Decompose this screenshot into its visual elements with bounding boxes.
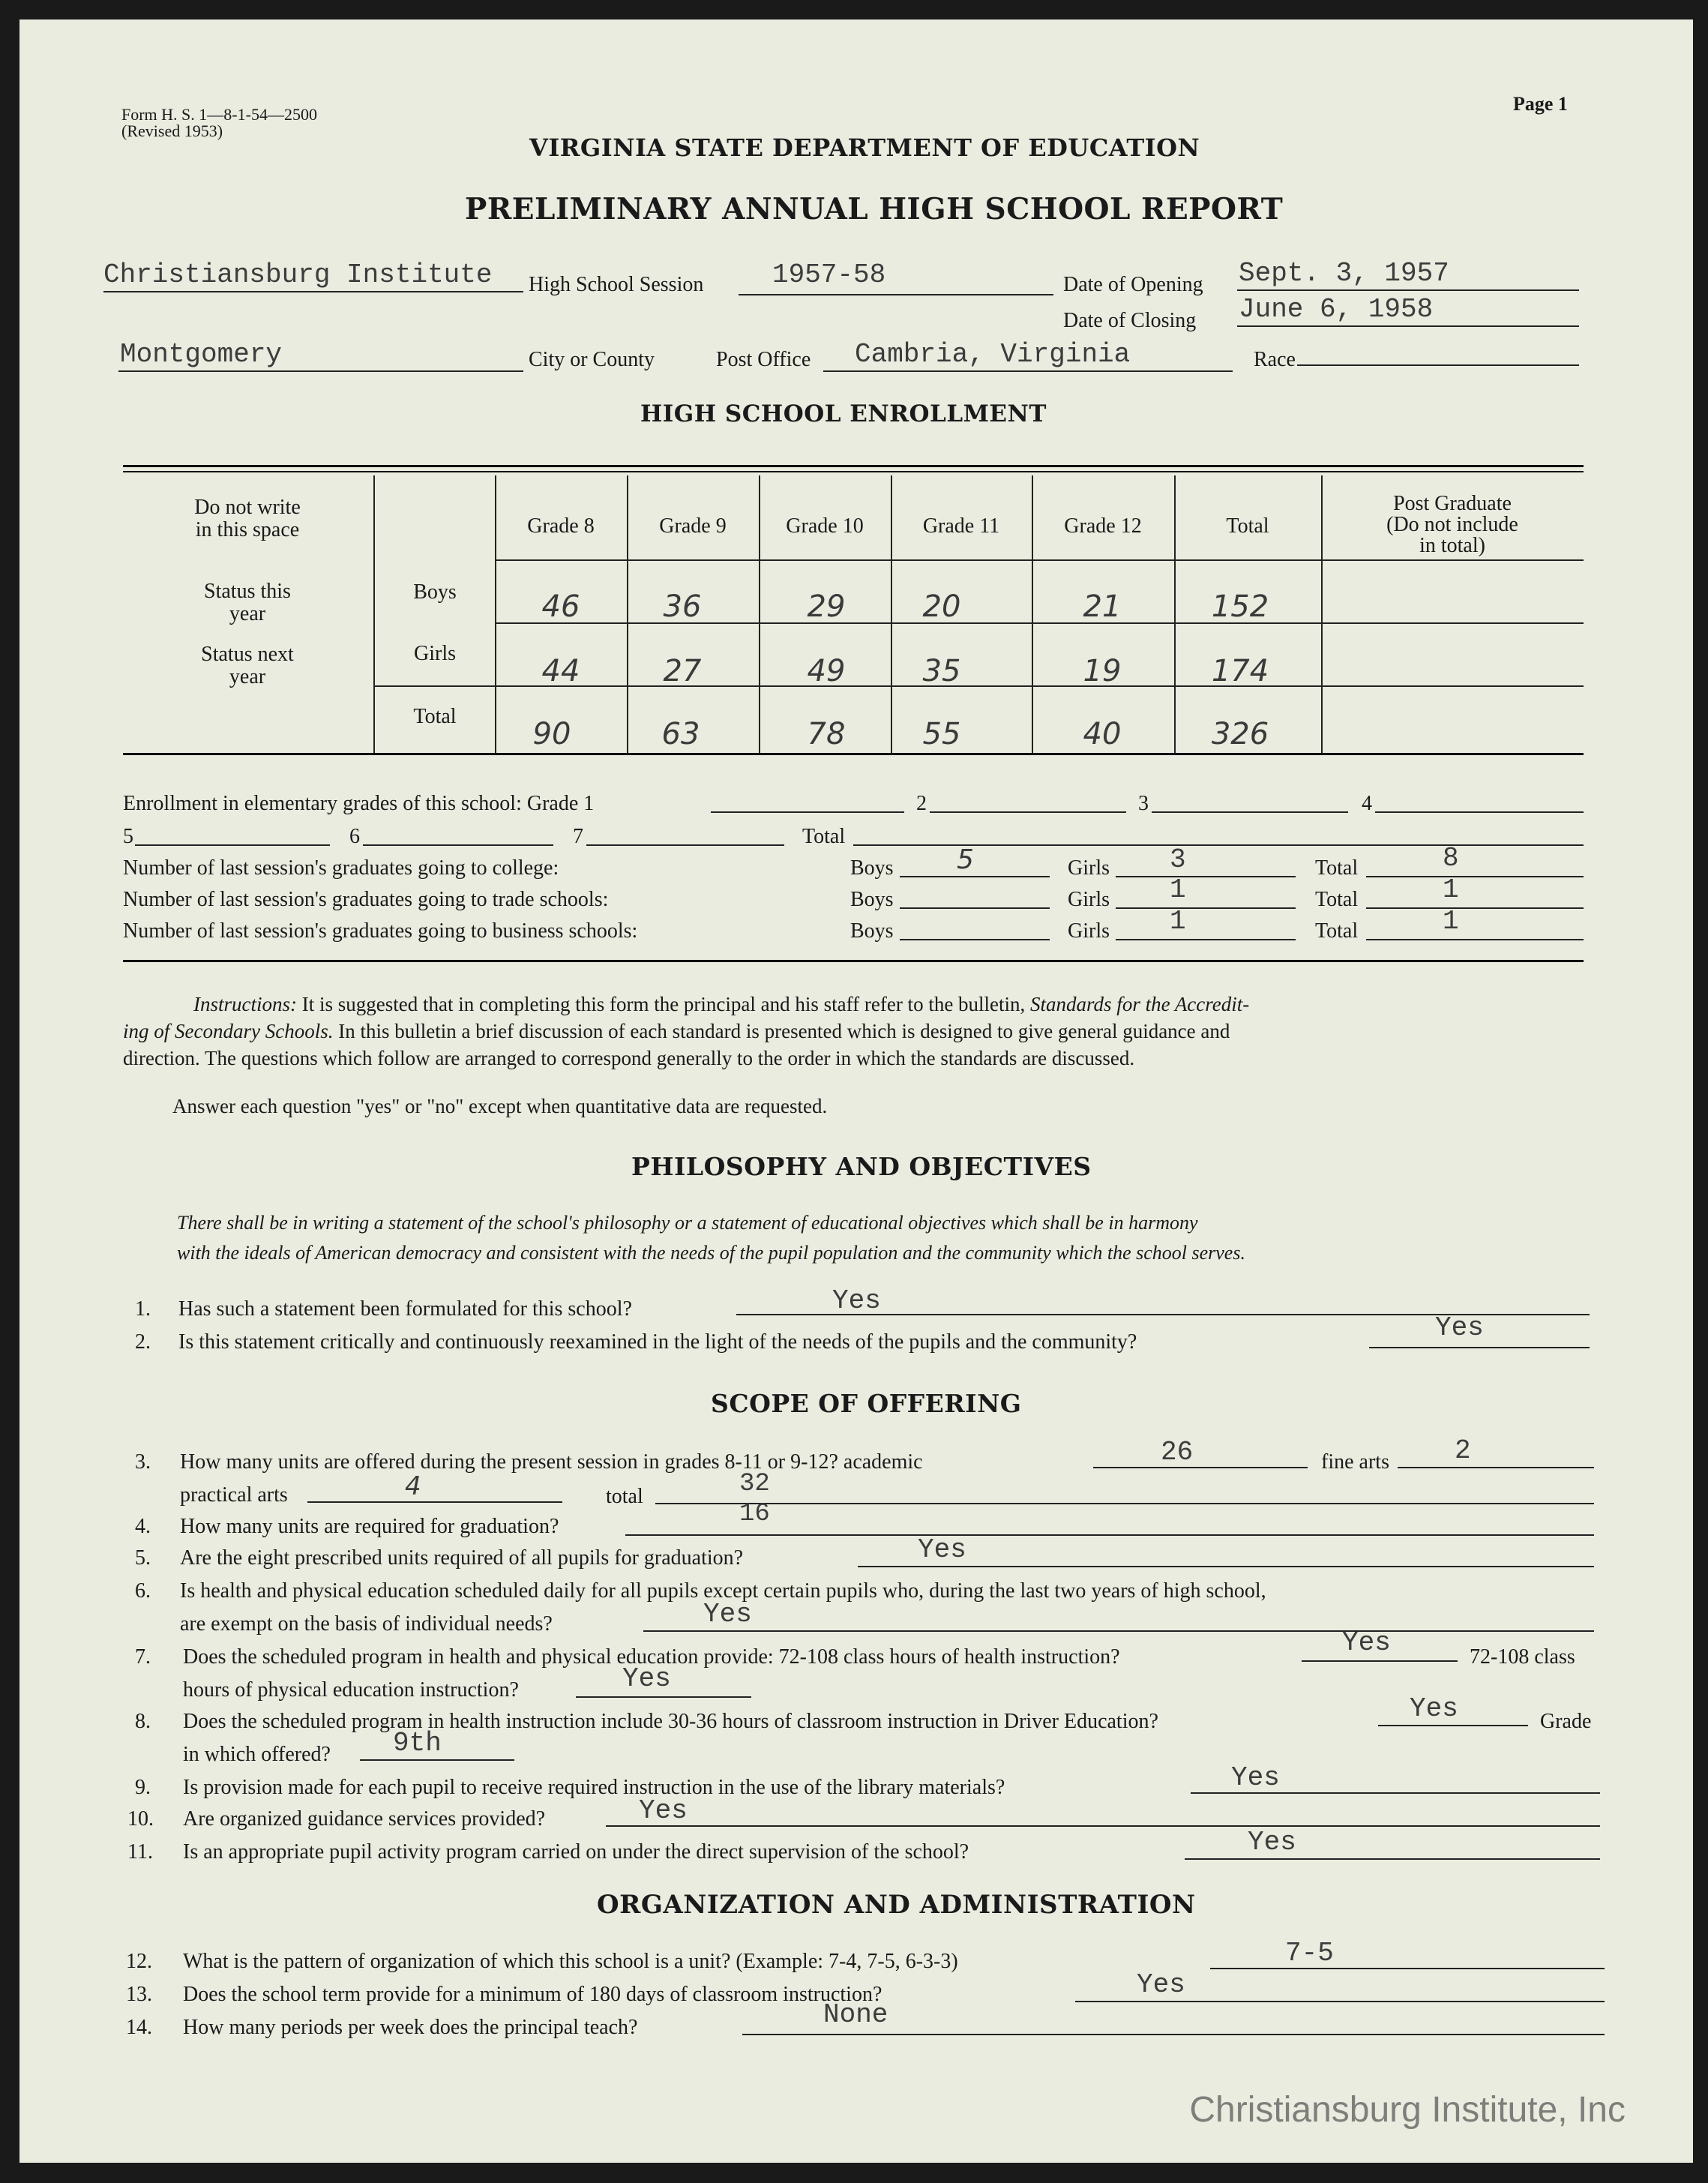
fine-arts-units: 2 [1455, 1435, 1471, 1466]
question-8a: Does the scheduled program in health instruction include 30-36 hours of classroom instruction in Driver Education? [183, 1710, 1158, 1733]
girls-grade-11: 35 [922, 654, 961, 688]
do-not-write-label: Do not write in this space [194, 496, 301, 541]
race-label: Race [1254, 348, 1296, 371]
instructions-line-1: Instructions: It is suggested that in completing this form the principal and his staff refer to the bulletin, Standards for the Accredit- [193, 993, 1250, 1015]
question-8b: in which offered? [183, 1743, 331, 1766]
grads-business-total: 1 [1443, 906, 1459, 937]
answer-5: Yes [918, 1534, 966, 1565]
closing-label: Date of Closing [1063, 309, 1197, 332]
col-grade-12: Grade 12 [1064, 514, 1142, 538]
elementary-label: Enrollment in elementary grades of this school: Grade 1 [123, 792, 595, 815]
opening-label: Date of Opening [1063, 273, 1203, 296]
answer-4: 16 [739, 1500, 770, 1528]
question-number-14: 14. [126, 2016, 152, 2039]
fine-arts-label: fine arts [1321, 1450, 1389, 1474]
question-9: Is provision made for each pupil to receive required instruction in the use of the library materials? [183, 1776, 1005, 1799]
total-grade-11: 55 [922, 717, 961, 751]
school-name: Christiansburg Institute [103, 259, 493, 290]
col-post-graduate: Post Graduate (Do not include in total) [1386, 492, 1518, 557]
grads-college-boys-label: Boys [850, 856, 894, 880]
question-12: What is the pattern of organization of which this school is a unit? (Example: 7-4, 7-5, 6-3-3) [183, 1950, 958, 1973]
girls-total: 174 [1211, 654, 1269, 688]
status-next-year-label: Status next year [201, 643, 294, 688]
academic-units: 26 [1161, 1437, 1194, 1468]
col-grade-11: Grade 11 [922, 514, 1000, 538]
question-6b: are exempt on the basis of individual needs? [180, 1612, 553, 1636]
grads-trade-label: Number of last session's graduates going to trade schools: [123, 888, 609, 911]
grads-trade-total: 1 [1443, 874, 1459, 905]
instructions-line-3: direction. The questions which follow are arranged to correspond generally to the order in which the standards are discussed. [123, 1047, 1135, 1069]
total-units: 32 [739, 1470, 770, 1498]
row-label-total: Total [413, 705, 457, 728]
grads-college-total-label: Total [1315, 856, 1359, 880]
question-number-11: 11. [127, 1840, 153, 1864]
answer-2: Yes [1435, 1312, 1484, 1343]
col-grade-8: Grade 8 [527, 514, 595, 538]
question-number-8: 8. [135, 1710, 151, 1733]
question-5: Are the eight prescribed units required of all pupils for graduation? [180, 1546, 744, 1570]
department-title: VIRGINIA STATE DEPARTMENT OF EDUCATION [529, 133, 1200, 162]
closing-date: June 6, 1958 [1239, 294, 1434, 325]
practical-arts-units: 4 [405, 1471, 421, 1501]
question-7a: Does the scheduled program in health and physical education provide: 72-108 class hours of health instruction? [183, 1645, 1120, 1669]
boys-total: 152 [1211, 589, 1269, 624]
elementary-grade-3: 3 [1138, 792, 1149, 815]
table-top-rule [123, 465, 1584, 467]
question-1: Has such a statement been formulated for this school? [178, 1297, 632, 1321]
boys-grade-10: 29 [807, 589, 846, 624]
philosophy-statement-1: There shall be in writing a statement of the school's philosophy or a statement of educational objectives which shall be in harmony [177, 1212, 1198, 1234]
elementary-grade-6: 6 [349, 825, 360, 848]
question-number-2: 2. [135, 1330, 151, 1354]
answer-14: None [823, 1999, 888, 2030]
philosophy-heading: PHILOSOPHY AND OBJECTIVES [631, 1152, 1092, 1181]
question-7c: hours of physical education instruction? [183, 1678, 519, 1702]
answer-6: Yes [703, 1599, 752, 1630]
boys-grade-11: 20 [922, 589, 961, 624]
answer-12: 7-5 [1285, 1938, 1334, 1969]
philosophy-statement-2: with the ideals of American democracy and consistent with the needs of the pupil population and the community which the school serves. [177, 1242, 1245, 1264]
status-this-year-label: Status this year [204, 580, 291, 625]
elementary-total: Total [802, 825, 846, 848]
form-revised: (Revised 1953) [121, 121, 223, 140]
practical-arts-label: practical arts [180, 1483, 288, 1507]
grads-trade-boys-label: Boys [850, 888, 894, 911]
session-value: 1957-58 [772, 259, 886, 290]
watermark: Christiansburg Institute, Inc [1189, 2090, 1626, 2130]
grads-business-label: Number of last session's graduates going to business schools: [123, 919, 638, 943]
scope-heading: SCOPE OF OFFERING [711, 1389, 1022, 1418]
answer-7b: Yes [622, 1663, 671, 1694]
grads-college-girls: 3 [1170, 844, 1186, 875]
question-6a: Is health and physical education scheduled daily for all pupils except certain pupils who, during the last two years of high school, [180, 1579, 1266, 1603]
question-7b: 72-108 class [1470, 1645, 1575, 1669]
boys-grade-12: 21 [1083, 589, 1122, 624]
answer-13: Yes [1137, 1969, 1185, 2000]
answer-8a: Yes [1410, 1693, 1458, 1724]
question-number-3: 3. [135, 1450, 151, 1474]
answer-1: Yes [832, 1285, 881, 1316]
elementary-grade-4: 4 [1362, 792, 1372, 815]
answer-11: Yes [1248, 1827, 1296, 1858]
question-4: How many units are required for graduation? [180, 1515, 559, 1538]
question-number-5: 5. [135, 1546, 151, 1570]
elementary-grade-5: 5 [123, 825, 133, 848]
grads-business-girls: 1 [1170, 906, 1186, 937]
answer-9: Yes [1231, 1762, 1280, 1793]
grads-college-boys: 5 [957, 844, 974, 875]
city-county-label: City or County [529, 348, 655, 371]
question-number-9: 9. [135, 1776, 151, 1799]
question-3: How many units are offered during the present session in grades 8-11 or 9-12? academic [180, 1450, 923, 1474]
answer-instruction: Answer each question "yes" or "no" except when quantitative data are requested. [172, 1095, 828, 1117]
grads-trade-girls-label: Girls [1068, 888, 1110, 911]
grads-trade-total-label: Total [1315, 888, 1359, 911]
question-11: Is an appropriate pupil activity program carried on under the direct supervision of the school? [183, 1840, 969, 1864]
girls-grade-9: 27 [663, 654, 702, 688]
girls-grade-12: 19 [1083, 654, 1122, 688]
form-id: Form H. S. 1—8-1-54—2500 [121, 105, 317, 124]
question-10: Are organized guidance services provided? [183, 1807, 546, 1831]
question-number-6: 6. [135, 1579, 151, 1603]
elementary-grade-2: 2 [916, 792, 927, 815]
organization-heading: ORGANIZATION AND ADMINISTRATION [597, 1890, 1196, 1920]
girls-grade-8: 44 [541, 654, 580, 688]
grade-label: Grade [1540, 1710, 1592, 1733]
question-13: Does the school term provide for a minimum of 180 days of classroom instruction? [183, 1983, 882, 2006]
boys-grade-8: 46 [541, 589, 580, 624]
question-number-7: 7. [135, 1645, 151, 1669]
girls-grade-10: 49 [807, 654, 846, 688]
total-grade-9: 63 [661, 717, 700, 751]
col-total: Total [1226, 514, 1269, 538]
question-number-13: 13. [126, 1983, 152, 2006]
total-total: 326 [1211, 717, 1269, 751]
grads-college-total: 8 [1443, 843, 1459, 874]
grads-business-girls-label: Girls [1068, 919, 1110, 943]
grads-trade-girls: 1 [1170, 874, 1186, 905]
total-grade-12: 40 [1083, 717, 1122, 751]
elementary-grade-7: 7 [573, 825, 583, 848]
post-office-label: Post Office [716, 348, 811, 371]
question-number-10: 10. [127, 1807, 154, 1831]
grads-business-boys-label: Boys [850, 919, 894, 943]
boys-grade-9: 36 [663, 589, 702, 624]
instructions-line-2: ing of Secondary Schools. In this bulletin a brief discussion of each standard is presented which is designed to give general guidance and [123, 1020, 1230, 1042]
col-grade-9: Grade 9 [659, 514, 727, 538]
answer-10: Yes [639, 1795, 688, 1826]
question-2: Is this statement critically and continuously reexamined in the light of the needs of the pupils and the community? [178, 1330, 1137, 1354]
question-number-1: 1. [135, 1297, 151, 1321]
report-title: PRELIMINARY ANNUAL HIGH SCHOOL REPORT [465, 192, 1284, 226]
grads-business-total-label: Total [1315, 919, 1359, 943]
question-number-12: 12. [126, 1950, 152, 1973]
session-label: High School Session [529, 273, 704, 296]
question-number-4: 4. [135, 1515, 151, 1538]
grads-college-label: Number of last session's graduates going to college: [123, 856, 559, 880]
post-office-value: Cambria, Virginia [855, 339, 1131, 370]
row-label-girls: Girls [414, 642, 456, 665]
answer-7a: Yes [1342, 1627, 1391, 1658]
opening-date: Sept. 3, 1957 [1239, 258, 1449, 289]
total-grade-10: 78 [807, 717, 846, 751]
col-grade-10: Grade 10 [786, 514, 864, 538]
enrollment-heading: HIGH SCHOOL ENROLLMENT [640, 400, 1047, 427]
grads-college-girls-label: Girls [1068, 856, 1110, 880]
row-label-boys: Boys [413, 580, 457, 604]
answer-8b: 9th [393, 1728, 442, 1759]
page-number: Page 1 [1513, 93, 1568, 115]
total-units-label: total [606, 1485, 643, 1508]
county-value: Montgomery [120, 339, 283, 370]
question-14: How many periods per week does the principal teach? [183, 2016, 638, 2039]
total-grade-8: 90 [532, 717, 571, 751]
